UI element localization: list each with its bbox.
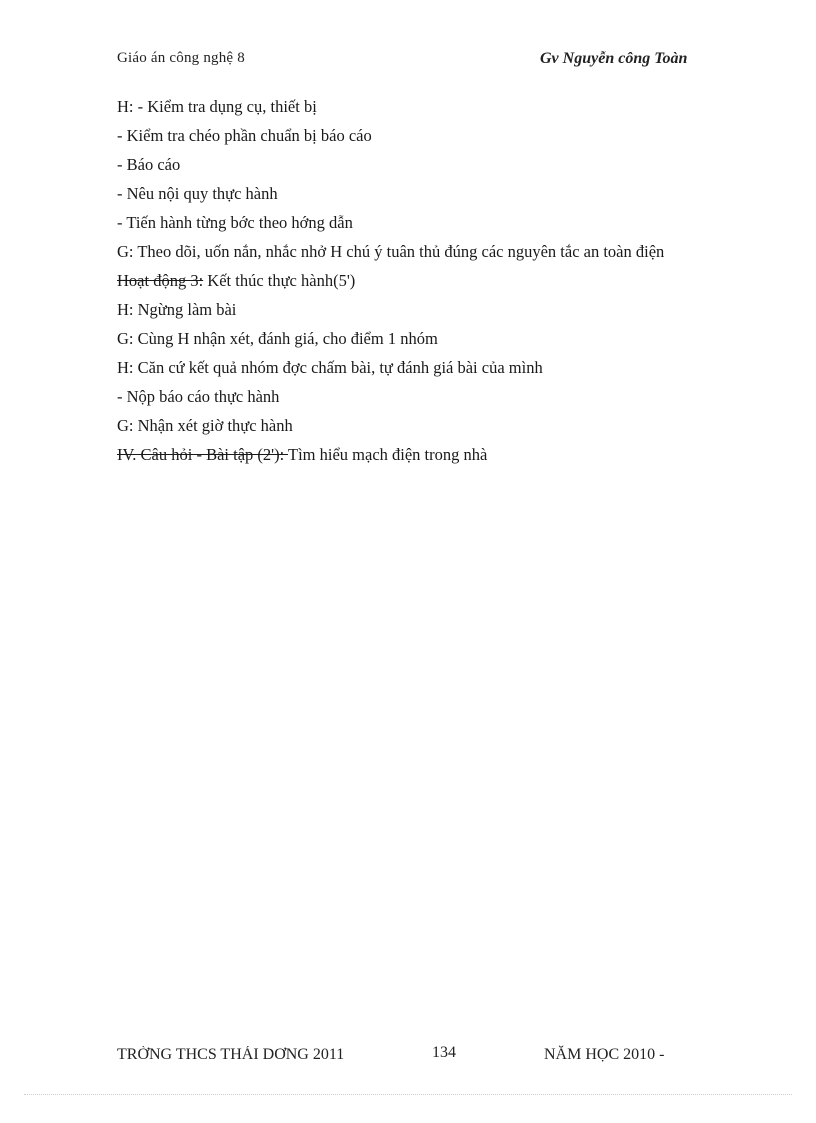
body-line: - Kiểm tra chéo phần chuẩn bị báo cáo	[117, 126, 372, 145]
body-line: G: Cùng H nhận xét, đánh giá, cho điểm 1 nhóm	[117, 329, 438, 348]
lesson-body	[117, 96, 738, 473]
body-line: G: Theo dõi, uốn nắn, nhắc nhở H chú ý tuân thủ đúng các nguyên tắc an toàn điện	[117, 242, 665, 261]
page-number: 134	[432, 1044, 456, 1061]
body-line: - Nộp báo cáo thực hành	[117, 387, 280, 406]
body-line: H: Căn cứ kết quả nhóm đợc chấm bài, tự đánh giá bài của mình	[117, 358, 543, 377]
section-4-text: Tìm hiểu mạch điện trong nhà	[288, 445, 488, 464]
body-line: G: Nhận xét giờ thực hành	[117, 416, 293, 435]
header-subject: Giáo án công nghệ 8	[117, 50, 245, 66]
footer-school-year: NĂM HỌC 2010 -	[544, 1046, 665, 1063]
body-line: - Báo cáo	[117, 155, 181, 174]
section-4	[117, 444, 738, 465]
header-teacher: Gv Nguyễn công Toàn	[540, 50, 688, 67]
section-4-heading: IV. Câu hỏi - Bài tập (2'):	[117, 445, 289, 464]
activity-3-text: Kết thúc thực hành(5')	[203, 271, 356, 290]
body-line: H: - Kiểm tra dụng cụ, thiết bị	[117, 97, 317, 116]
footer-school: TRỜNG THCS THÁI DƠNG 2011	[117, 1046, 345, 1063]
body-line: - Tiến hành từng bớc theo hớng dẫn	[117, 213, 353, 232]
body-line: H: Ngừng làm bài	[117, 300, 237, 319]
page-bottom-divider	[24, 1094, 792, 1095]
body-line: - Nêu nội quy thực hành	[117, 184, 278, 203]
activity-3-heading: Hoạt động 3:	[117, 271, 204, 290]
activity-3	[117, 270, 738, 291]
